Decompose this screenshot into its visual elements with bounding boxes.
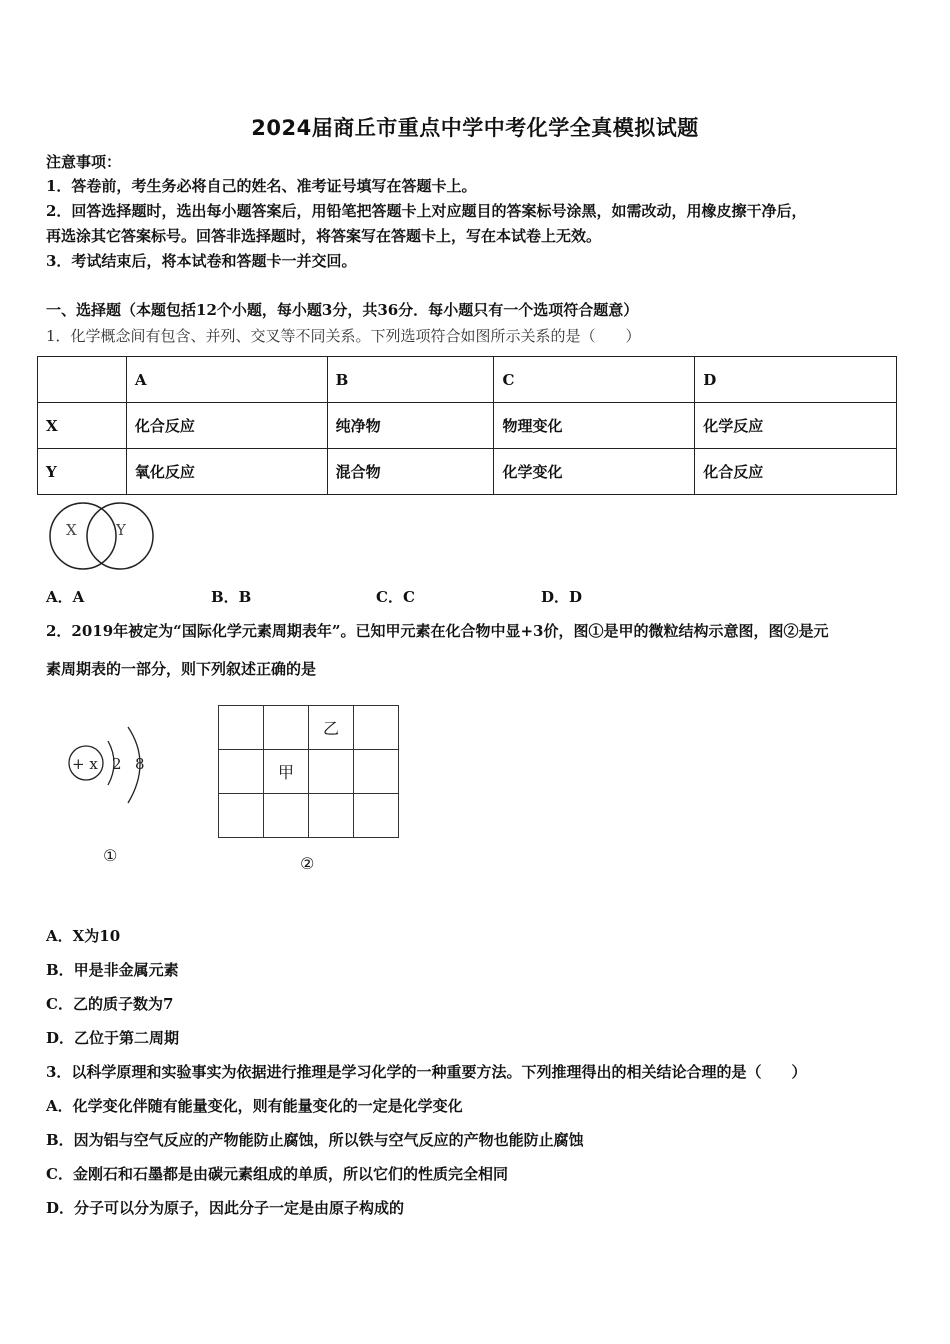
- notice-item: 3．考试结束后，将本试卷和答题卡一并交回。: [46, 252, 357, 270]
- q3-stem: 3．以科学原理和实验事实为依据进行推理是学习化学的一种重要方法。下列推理得出的相关结论合理的是（ ）: [46, 1063, 807, 1081]
- notice-item: 再选涂其它答案标号。回答非选择题时，将答案写在答题卡上，写在本试卷上无效。: [46, 227, 602, 245]
- atom-structure-diagram: [60, 715, 170, 875]
- table-cell: 氧化反应: [126, 449, 327, 495]
- venn-label-y: Y: [116, 521, 126, 539]
- option-c[interactable]: C．C: [376, 588, 415, 606]
- figure-label-1: ①: [103, 846, 118, 865]
- table-cell: [309, 794, 354, 838]
- shell-electrons-1: 2: [112, 755, 122, 773]
- q1-table: [37, 356, 897, 495]
- option-d[interactable]: D．D: [541, 588, 583, 606]
- table-cell: [219, 794, 264, 838]
- option-c[interactable]: C．金刚石和石墨都是由碳元素组成的单质，所以它们的性质完全相同: [46, 1165, 508, 1183]
- table-cell: 物理变化: [494, 403, 695, 449]
- table-cell: [38, 357, 127, 403]
- table-cell-jia: 甲: [264, 750, 309, 794]
- table-cell: X: [38, 403, 127, 449]
- table-row: [219, 750, 399, 794]
- table-cell: C: [494, 357, 695, 403]
- table-row: [219, 794, 399, 838]
- table-cell: 化学反应: [695, 403, 897, 449]
- option-b[interactable]: B．B: [211, 588, 252, 606]
- table-cell-yi: 乙: [309, 706, 354, 750]
- shell-electrons-2: 8: [135, 755, 145, 773]
- figure-label-2: ②: [300, 854, 315, 873]
- venn-label-x: X: [66, 521, 77, 539]
- periodic-table-fragment: [218, 705, 399, 838]
- nucleus-charge: + x: [72, 755, 98, 773]
- table-cell: 混合物: [327, 449, 494, 495]
- table-cell: A: [126, 357, 327, 403]
- table-cell: [309, 750, 354, 794]
- table-cell: [264, 794, 309, 838]
- q2-stem-line2: 素周期表的一部分，则下列叙述正确的是: [46, 660, 317, 678]
- table-cell: 纯净物: [327, 403, 494, 449]
- venn-diagram: [40, 500, 160, 572]
- option-a[interactable]: A．A: [46, 588, 85, 606]
- table-cell: 化合反应: [695, 449, 897, 495]
- table-cell: [354, 794, 399, 838]
- page-title: 2024届商丘市重点中学中考化学全真模拟试题: [251, 116, 699, 140]
- notice-heading: 注意事项：: [46, 153, 122, 171]
- option-d[interactable]: D．分子可以分为原子，因此分子一定是由原子构成的: [46, 1199, 405, 1217]
- table-cell: 化学变化: [494, 449, 695, 495]
- q1-options: [46, 587, 706, 607]
- option-a[interactable]: A．X为10: [46, 927, 121, 945]
- table-cell: [264, 706, 309, 750]
- option-b[interactable]: B．因为铝与空气反应的产物能防止腐蚀，所以铁与空气反应的产物也能防止腐蚀: [46, 1131, 584, 1149]
- table-cell: [354, 750, 399, 794]
- q1-stem: 1．化学概念间有包含、并列、交叉等不同关系。下列选项符合如图所示关系的是（ ）: [46, 327, 641, 345]
- table-row: [219, 706, 399, 750]
- table-cell: [354, 706, 399, 750]
- table-cell: [219, 706, 264, 750]
- table-cell: 化合反应: [126, 403, 327, 449]
- table-cell: B: [327, 357, 494, 403]
- section-heading: 一、选择题（本题包括12个小题，每小题3分，共36分．每小题只有一个选项符合题意）: [46, 301, 639, 319]
- table-row: [38, 357, 897, 403]
- notice-item: 1．答卷前，考生务必将自己的姓名、准考证号填写在答题卡上。: [46, 177, 477, 195]
- table-cell: [219, 750, 264, 794]
- option-c[interactable]: C．乙的质子数为7: [46, 995, 174, 1013]
- table-cell: D: [695, 357, 897, 403]
- notice-item: 2．回答选择题时，选出每小题答案后，用铅笔把答题卡上对应题目的答案标号涂黑，如需改动，用橡皮擦干净后，: [46, 202, 807, 220]
- venn-circle-x: [50, 503, 116, 569]
- q2-stem-line1: 2．2019年被定为“国际化学元素周期表年”。已知甲元素在化合物中显+3价，图①是甲的微粒结构示意图，图②是元: [46, 622, 829, 640]
- table-cell: Y: [38, 449, 127, 495]
- option-a[interactable]: A．化学变化伴随有能量变化，则有能量变化的一定是化学变化: [46, 1097, 463, 1115]
- table-row: [38, 449, 897, 495]
- option-b[interactable]: B．甲是非金属元素: [46, 961, 179, 979]
- option-d[interactable]: D．乙位于第二周期: [46, 1029, 180, 1047]
- table-row: [38, 403, 897, 449]
